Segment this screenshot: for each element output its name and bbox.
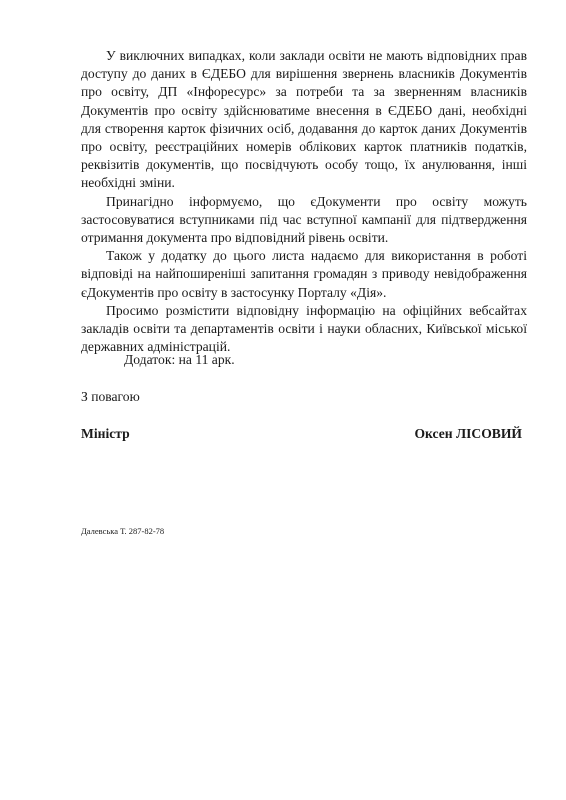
attachment-note: Додаток: на 11 арк.: [124, 352, 235, 367]
closing-regards: З повагою: [81, 389, 140, 404]
signer-name: Оксен ЛІСОВИЙ: [414, 426, 522, 441]
paragraph-edebo-access: У виключних випадках, коли заклади освіти не мають відповідних прав доступу до даних в ЄДЕБО для вирішення звернень власників Документів про освіту, ДП «Інфоресурс» за потреби та за зверненням власників Документів про освіту здійснюватиме внесення в ЄДЕБО дані, необхідні для створення карток фізичних осіб, додавання до карток даних Документів про освіту, реєстраційних номерів облікових карток платників податків, реквізитів документів, що посвідчують особу тощо, їх анулювання, інші необхідні зміни.: [81, 48, 527, 191]
paragraph-faq-attachment: Також у додатку до цього листа надаємо для використання в роботі відповіді на найпоширеніші запитання громадян з приводу невідображення єДокументів про освіту в застосунку Порталу «Дія».: [81, 248, 527, 300]
executor-contact: Далевська Т. 287-82-78: [81, 526, 165, 536]
letter-body: [81, 47, 527, 356]
paragraph-edocuments-admission: Принагідно інформуємо, що єДокументи про освіту можуть застосовуватися вступниками під час вступної кампанії для підтвердження отримання документа про відповідний рівень освіти.: [81, 193, 527, 246]
signer-title: Міністр: [81, 426, 130, 441]
paragraph-publish-request: Просимо розмістити відповідну інформацію на офіційних вебсайтах закладів освіти та департаментів освіти і науки обласних, Київської міської державних адміністрацій.: [81, 302, 527, 355]
